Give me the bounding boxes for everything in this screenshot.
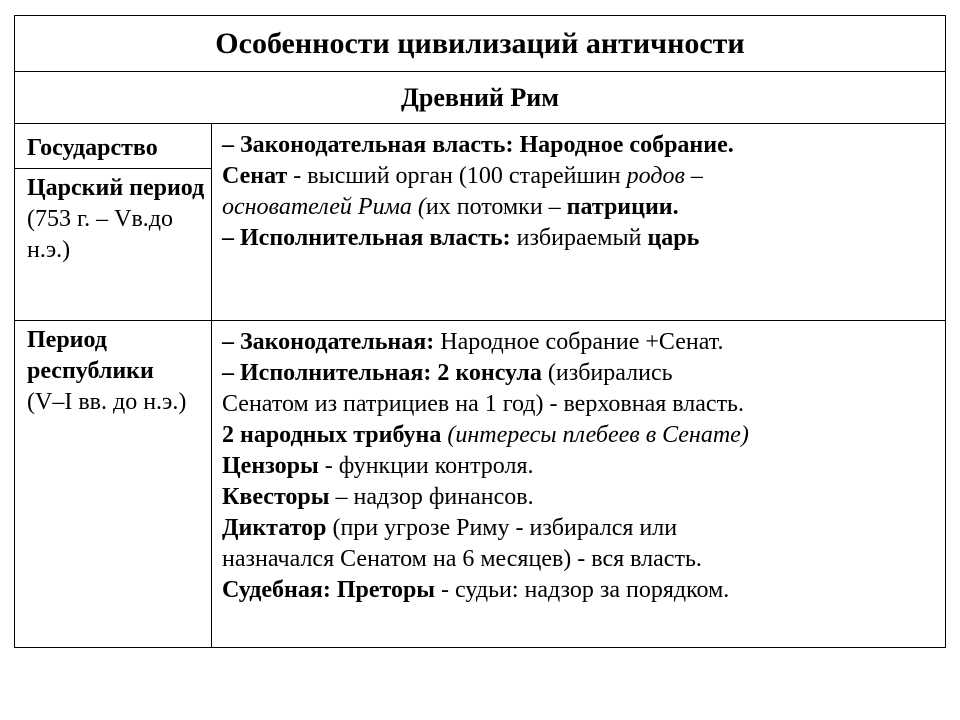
republic-line-1: – Законодательная: Народное собрание +Сенат. bbox=[222, 329, 724, 355]
republic-description-cell bbox=[212, 321, 946, 648]
republic-period-cell bbox=[15, 321, 212, 648]
republic-line-6: Квесторы – надзор финансов. bbox=[222, 484, 534, 510]
tsar-line-2: Сенат - высший орган (100 старейшин родов – bbox=[222, 163, 703, 189]
republic-line-4: 2 народных трибуна (интересы плебеев в Сенате) bbox=[222, 422, 749, 448]
tsar-description-cell bbox=[212, 124, 946, 321]
civilizations-table bbox=[14, 15, 946, 648]
state-label-cell: Государство bbox=[15, 124, 212, 169]
republic-period-name: Период республики bbox=[27, 327, 154, 384]
tsar-line-4: – Исполнительная власть: избираемый царь bbox=[222, 225, 700, 251]
republic-line-8: назначался Сенатом на 6 месяцев) - вся власть. bbox=[222, 546, 702, 572]
tsar-line-3: основателей Рима (их потомки – патриции. bbox=[222, 194, 679, 220]
republic-line-5: Цензоры - функции контроля. bbox=[222, 453, 534, 479]
table-subtitle: Древний Рим bbox=[15, 72, 946, 124]
tsar-period-dates: (753 г. – Vв.до н.э.) bbox=[27, 206, 174, 264]
tsar-period-name: Царский период bbox=[27, 175, 205, 202]
republic-line-2: – Исполнительная: 2 консула (избирались bbox=[222, 360, 673, 386]
tsar-period-cell bbox=[15, 169, 212, 321]
republic-line-9: Судебная: Преторы - судьи: надзор за порядком. bbox=[222, 577, 730, 603]
republic-period-dates: (V–I вв. до н.э.) bbox=[27, 389, 187, 415]
republic-line-3: Сенатом из патрициев на 1 год) - верховная власть. bbox=[222, 391, 744, 417]
table-title: Особенности цивилизаций античности bbox=[15, 16, 946, 72]
republic-line-7: Диктатор (при угрозе Риму - избирался или bbox=[222, 515, 678, 541]
tsar-line-1: – Законодательная власть: Народное собрание. bbox=[222, 132, 734, 158]
